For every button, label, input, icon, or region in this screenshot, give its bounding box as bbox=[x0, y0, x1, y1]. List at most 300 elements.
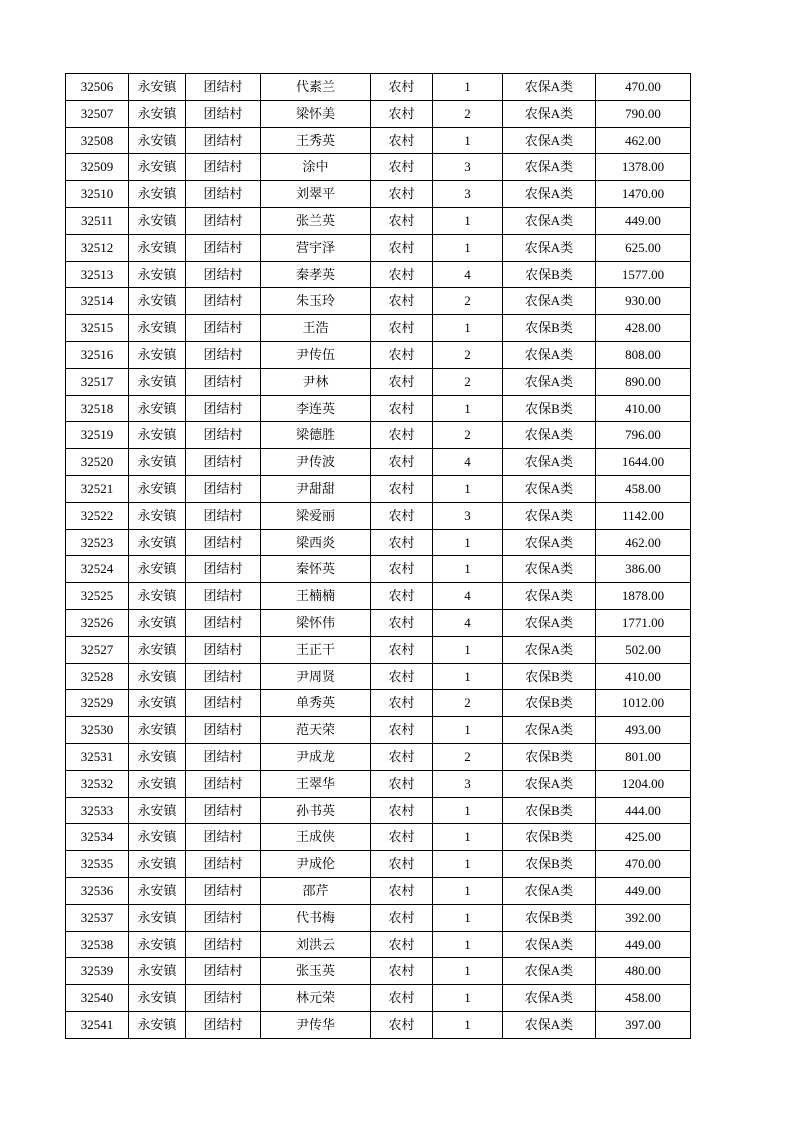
cell-person-count: 1 bbox=[433, 1011, 503, 1038]
table-row bbox=[66, 877, 691, 904]
cell-amount: 1878.00 bbox=[596, 583, 691, 610]
cell-town: 永安镇 bbox=[129, 717, 186, 744]
cell-residence-type: 农村 bbox=[371, 449, 433, 476]
table-row bbox=[66, 395, 691, 422]
cell-serial-number: 32534 bbox=[66, 824, 129, 851]
table-row bbox=[66, 931, 691, 958]
cell-village: 团结村 bbox=[186, 422, 261, 449]
cell-person-name: 王浩 bbox=[261, 315, 371, 342]
table-row bbox=[66, 475, 691, 502]
cell-person-name: 王成侠 bbox=[261, 824, 371, 851]
cell-town: 永安镇 bbox=[129, 315, 186, 342]
cell-amount: 410.00 bbox=[596, 663, 691, 690]
cell-serial-number: 32535 bbox=[66, 851, 129, 878]
cell-residence-type: 农村 bbox=[371, 261, 433, 288]
cell-amount: 930.00 bbox=[596, 288, 691, 315]
cell-serial-number: 32540 bbox=[66, 985, 129, 1012]
cell-serial-number: 32520 bbox=[66, 449, 129, 476]
cell-amount: 428.00 bbox=[596, 315, 691, 342]
cell-village: 团结村 bbox=[186, 717, 261, 744]
cell-residence-type: 农村 bbox=[371, 770, 433, 797]
cell-serial-number: 32506 bbox=[66, 74, 129, 101]
cell-serial-number: 32531 bbox=[66, 743, 129, 770]
table-row bbox=[66, 958, 691, 985]
cell-residence-type: 农村 bbox=[371, 877, 433, 904]
cell-person-count: 1 bbox=[433, 904, 503, 931]
cell-person-name: 王翠华 bbox=[261, 770, 371, 797]
cell-residence-type: 农村 bbox=[371, 502, 433, 529]
cell-town: 永安镇 bbox=[129, 74, 186, 101]
cell-person-count: 2 bbox=[433, 368, 503, 395]
cell-village: 团结村 bbox=[186, 904, 261, 931]
cell-insurance-category: 农保A类 bbox=[503, 234, 596, 261]
cell-serial-number: 32519 bbox=[66, 422, 129, 449]
cell-amount: 801.00 bbox=[596, 743, 691, 770]
cell-village: 团结村 bbox=[186, 556, 261, 583]
cell-insurance-category: 农保A类 bbox=[503, 74, 596, 101]
table-row bbox=[66, 797, 691, 824]
cell-amount: 458.00 bbox=[596, 475, 691, 502]
cell-insurance-category: 农保A类 bbox=[503, 475, 596, 502]
cell-village: 团结村 bbox=[186, 207, 261, 234]
cell-insurance-category: 农保A类 bbox=[503, 717, 596, 744]
cell-person-name: 营宇泽 bbox=[261, 234, 371, 261]
cell-insurance-category: 农保A类 bbox=[503, 127, 596, 154]
cell-town: 永安镇 bbox=[129, 770, 186, 797]
cell-village: 团结村 bbox=[186, 636, 261, 663]
cell-town: 永安镇 bbox=[129, 824, 186, 851]
cell-insurance-category: 农保B类 bbox=[503, 261, 596, 288]
cell-amount: 386.00 bbox=[596, 556, 691, 583]
cell-person-count: 3 bbox=[433, 181, 503, 208]
cell-person-name: 张兰英 bbox=[261, 207, 371, 234]
cell-village: 团结村 bbox=[186, 395, 261, 422]
cell-amount: 392.00 bbox=[596, 904, 691, 931]
cell-village: 团结村 bbox=[186, 181, 261, 208]
cell-serial-number: 32525 bbox=[66, 583, 129, 610]
cell-person-name: 秦孝英 bbox=[261, 261, 371, 288]
cell-insurance-category: 农保A类 bbox=[503, 449, 596, 476]
cell-insurance-category: 农保A类 bbox=[503, 556, 596, 583]
cell-town: 永安镇 bbox=[129, 261, 186, 288]
table-row bbox=[66, 904, 691, 931]
cell-person-count: 3 bbox=[433, 502, 503, 529]
cell-person-name: 代素兰 bbox=[261, 74, 371, 101]
cell-person-name: 尹成伦 bbox=[261, 851, 371, 878]
cell-person-count: 1 bbox=[433, 958, 503, 985]
cell-person-count: 1 bbox=[433, 529, 503, 556]
cell-amount: 480.00 bbox=[596, 958, 691, 985]
cell-town: 永安镇 bbox=[129, 475, 186, 502]
cell-serial-number: 32526 bbox=[66, 609, 129, 636]
cell-residence-type: 农村 bbox=[371, 1011, 433, 1038]
cell-insurance-category: 农保A类 bbox=[503, 341, 596, 368]
cell-residence-type: 农村 bbox=[371, 904, 433, 931]
cell-amount: 808.00 bbox=[596, 341, 691, 368]
cell-serial-number: 32538 bbox=[66, 931, 129, 958]
table-row bbox=[66, 127, 691, 154]
cell-village: 团结村 bbox=[186, 877, 261, 904]
cell-person-count: 2 bbox=[433, 690, 503, 717]
cell-insurance-category: 农保B类 bbox=[503, 743, 596, 770]
cell-amount: 462.00 bbox=[596, 127, 691, 154]
cell-insurance-category: 农保B类 bbox=[503, 904, 596, 931]
cell-person-count: 2 bbox=[433, 288, 503, 315]
cell-village: 团结村 bbox=[186, 770, 261, 797]
pension-table bbox=[65, 73, 691, 1039]
table-row bbox=[66, 824, 691, 851]
cell-person-name: 梁怀伟 bbox=[261, 609, 371, 636]
table-row bbox=[66, 207, 691, 234]
cell-residence-type: 农村 bbox=[371, 797, 433, 824]
cell-insurance-category: 农保A类 bbox=[503, 636, 596, 663]
cell-town: 永安镇 bbox=[129, 851, 186, 878]
cell-town: 永安镇 bbox=[129, 556, 186, 583]
cell-person-name: 尹传伍 bbox=[261, 341, 371, 368]
cell-town: 永安镇 bbox=[129, 690, 186, 717]
cell-insurance-category: 农保B类 bbox=[503, 663, 596, 690]
table-body bbox=[66, 74, 691, 1039]
table-row bbox=[66, 234, 691, 261]
cell-village: 团结村 bbox=[186, 288, 261, 315]
table-row bbox=[66, 502, 691, 529]
cell-amount: 425.00 bbox=[596, 824, 691, 851]
cell-insurance-category: 农保A类 bbox=[503, 985, 596, 1012]
cell-person-count: 4 bbox=[433, 609, 503, 636]
cell-person-name: 孙书英 bbox=[261, 797, 371, 824]
cell-town: 永安镇 bbox=[129, 502, 186, 529]
cell-town: 永安镇 bbox=[129, 797, 186, 824]
cell-village: 团结村 bbox=[186, 261, 261, 288]
cell-insurance-category: 农保A类 bbox=[503, 154, 596, 181]
cell-village: 团结村 bbox=[186, 824, 261, 851]
cell-village: 团结村 bbox=[186, 663, 261, 690]
cell-village: 团结村 bbox=[186, 100, 261, 127]
cell-amount: 1378.00 bbox=[596, 154, 691, 181]
cell-insurance-category: 农保A类 bbox=[503, 207, 596, 234]
cell-person-name: 王秀英 bbox=[261, 127, 371, 154]
cell-person-name: 范天荣 bbox=[261, 717, 371, 744]
cell-town: 永安镇 bbox=[129, 127, 186, 154]
cell-serial-number: 32518 bbox=[66, 395, 129, 422]
cell-insurance-category: 农保A类 bbox=[503, 368, 596, 395]
cell-residence-type: 农村 bbox=[371, 74, 433, 101]
cell-serial-number: 32524 bbox=[66, 556, 129, 583]
table-row bbox=[66, 743, 691, 770]
cell-residence-type: 农村 bbox=[371, 851, 433, 878]
table-row bbox=[66, 583, 691, 610]
cell-town: 永安镇 bbox=[129, 422, 186, 449]
cell-person-count: 4 bbox=[433, 583, 503, 610]
table-row bbox=[66, 851, 691, 878]
cell-insurance-category: 农保A类 bbox=[503, 877, 596, 904]
cell-person-count: 1 bbox=[433, 877, 503, 904]
cell-town: 永安镇 bbox=[129, 341, 186, 368]
cell-serial-number: 32527 bbox=[66, 636, 129, 663]
cell-amount: 502.00 bbox=[596, 636, 691, 663]
cell-residence-type: 农村 bbox=[371, 529, 433, 556]
cell-village: 团结村 bbox=[186, 127, 261, 154]
cell-person-name: 代书梅 bbox=[261, 904, 371, 931]
cell-person-count: 2 bbox=[433, 341, 503, 368]
cell-person-name: 尹成龙 bbox=[261, 743, 371, 770]
cell-person-name: 梁爱丽 bbox=[261, 502, 371, 529]
cell-person-count: 1 bbox=[433, 207, 503, 234]
cell-serial-number: 32541 bbox=[66, 1011, 129, 1038]
cell-insurance-category: 农保A类 bbox=[503, 1011, 596, 1038]
cell-person-count: 2 bbox=[433, 100, 503, 127]
cell-amount: 1142.00 bbox=[596, 502, 691, 529]
cell-amount: 444.00 bbox=[596, 797, 691, 824]
cell-residence-type: 农村 bbox=[371, 931, 433, 958]
cell-village: 团结村 bbox=[186, 475, 261, 502]
table-row bbox=[66, 556, 691, 583]
table-row bbox=[66, 663, 691, 690]
cell-town: 永安镇 bbox=[129, 529, 186, 556]
cell-village: 团结村 bbox=[186, 931, 261, 958]
cell-person-name: 张玉英 bbox=[261, 958, 371, 985]
cell-amount: 1204.00 bbox=[596, 770, 691, 797]
cell-person-count: 1 bbox=[433, 315, 503, 342]
cell-town: 永安镇 bbox=[129, 743, 186, 770]
table-row bbox=[66, 100, 691, 127]
cell-residence-type: 农村 bbox=[371, 609, 433, 636]
cell-town: 永安镇 bbox=[129, 904, 186, 931]
cell-person-count: 1 bbox=[433, 395, 503, 422]
cell-person-count: 1 bbox=[433, 475, 503, 502]
cell-residence-type: 农村 bbox=[371, 315, 433, 342]
cell-residence-type: 农村 bbox=[371, 368, 433, 395]
cell-person-count: 1 bbox=[433, 74, 503, 101]
cell-person-name: 李连英 bbox=[261, 395, 371, 422]
cell-insurance-category: 农保A类 bbox=[503, 502, 596, 529]
cell-serial-number: 32509 bbox=[66, 154, 129, 181]
cell-town: 永安镇 bbox=[129, 288, 186, 315]
cell-village: 团结村 bbox=[186, 1011, 261, 1038]
cell-person-name: 梁西炎 bbox=[261, 529, 371, 556]
cell-amount: 470.00 bbox=[596, 74, 691, 101]
cell-residence-type: 农村 bbox=[371, 181, 433, 208]
cell-residence-type: 农村 bbox=[371, 958, 433, 985]
cell-village: 团结村 bbox=[186, 368, 261, 395]
cell-insurance-category: 农保A类 bbox=[503, 609, 596, 636]
cell-residence-type: 农村 bbox=[371, 234, 433, 261]
table-row bbox=[66, 636, 691, 663]
cell-person-count: 1 bbox=[433, 985, 503, 1012]
cell-amount: 449.00 bbox=[596, 207, 691, 234]
cell-person-count: 3 bbox=[433, 770, 503, 797]
table-row bbox=[66, 529, 691, 556]
cell-village: 团结村 bbox=[186, 609, 261, 636]
table-row bbox=[66, 985, 691, 1012]
cell-person-count: 2 bbox=[433, 743, 503, 770]
cell-person-count: 1 bbox=[433, 824, 503, 851]
cell-amount: 462.00 bbox=[596, 529, 691, 556]
cell-insurance-category: 农保A类 bbox=[503, 529, 596, 556]
cell-town: 永安镇 bbox=[129, 609, 186, 636]
cell-town: 永安镇 bbox=[129, 368, 186, 395]
cell-town: 永安镇 bbox=[129, 958, 186, 985]
cell-person-name: 王正干 bbox=[261, 636, 371, 663]
cell-serial-number: 32510 bbox=[66, 181, 129, 208]
cell-person-count: 1 bbox=[433, 556, 503, 583]
cell-serial-number: 32511 bbox=[66, 207, 129, 234]
cell-town: 永安镇 bbox=[129, 234, 186, 261]
cell-town: 永安镇 bbox=[129, 1011, 186, 1038]
cell-person-name: 尹林 bbox=[261, 368, 371, 395]
cell-town: 永安镇 bbox=[129, 154, 186, 181]
cell-village: 团结村 bbox=[186, 502, 261, 529]
cell-amount: 790.00 bbox=[596, 100, 691, 127]
cell-residence-type: 农村 bbox=[371, 824, 433, 851]
cell-village: 团结村 bbox=[186, 958, 261, 985]
cell-serial-number: 32528 bbox=[66, 663, 129, 690]
cell-person-name: 刘洪云 bbox=[261, 931, 371, 958]
cell-person-name: 尹甜甜 bbox=[261, 475, 371, 502]
cell-person-count: 2 bbox=[433, 422, 503, 449]
cell-person-name: 秦怀英 bbox=[261, 556, 371, 583]
cell-amount: 1771.00 bbox=[596, 609, 691, 636]
cell-town: 永安镇 bbox=[129, 663, 186, 690]
cell-residence-type: 农村 bbox=[371, 690, 433, 717]
cell-person-count: 1 bbox=[433, 797, 503, 824]
table-row bbox=[66, 422, 691, 449]
cell-person-name: 邵芹 bbox=[261, 877, 371, 904]
cell-amount: 449.00 bbox=[596, 877, 691, 904]
cell-amount: 397.00 bbox=[596, 1011, 691, 1038]
cell-town: 永安镇 bbox=[129, 181, 186, 208]
table-row bbox=[66, 609, 691, 636]
cell-person-name: 尹传波 bbox=[261, 449, 371, 476]
cell-village: 团结村 bbox=[186, 985, 261, 1012]
cell-person-count: 1 bbox=[433, 663, 503, 690]
cell-insurance-category: 农保B类 bbox=[503, 797, 596, 824]
cell-serial-number: 32523 bbox=[66, 529, 129, 556]
cell-village: 团结村 bbox=[186, 154, 261, 181]
cell-village: 团结村 bbox=[186, 234, 261, 261]
cell-insurance-category: 农保A类 bbox=[503, 100, 596, 127]
table-row bbox=[66, 341, 691, 368]
cell-serial-number: 32532 bbox=[66, 770, 129, 797]
table-row bbox=[66, 315, 691, 342]
cell-person-name: 尹传华 bbox=[261, 1011, 371, 1038]
cell-town: 永安镇 bbox=[129, 583, 186, 610]
cell-person-count: 4 bbox=[433, 449, 503, 476]
cell-serial-number: 32536 bbox=[66, 877, 129, 904]
cell-residence-type: 农村 bbox=[371, 207, 433, 234]
cell-person-count: 1 bbox=[433, 717, 503, 744]
cell-residence-type: 农村 bbox=[371, 341, 433, 368]
cell-serial-number: 32515 bbox=[66, 315, 129, 342]
cell-residence-type: 农村 bbox=[371, 583, 433, 610]
cell-residence-type: 农村 bbox=[371, 154, 433, 181]
cell-serial-number: 32513 bbox=[66, 261, 129, 288]
cell-insurance-category: 农保A类 bbox=[503, 931, 596, 958]
cell-person-name: 朱玉玲 bbox=[261, 288, 371, 315]
cell-town: 永安镇 bbox=[129, 985, 186, 1012]
table-row bbox=[66, 261, 691, 288]
cell-residence-type: 农村 bbox=[371, 985, 433, 1012]
table-row bbox=[66, 288, 691, 315]
cell-residence-type: 农村 bbox=[371, 288, 433, 315]
cell-insurance-category: 农保A类 bbox=[503, 958, 596, 985]
cell-amount: 1012.00 bbox=[596, 690, 691, 717]
cell-amount: 410.00 bbox=[596, 395, 691, 422]
table-row bbox=[66, 154, 691, 181]
cell-insurance-category: 农保B类 bbox=[503, 851, 596, 878]
cell-village: 团结村 bbox=[186, 851, 261, 878]
cell-insurance-category: 农保B类 bbox=[503, 315, 596, 342]
table-row bbox=[66, 1011, 691, 1038]
cell-insurance-category: 农保B类 bbox=[503, 690, 596, 717]
cell-serial-number: 32521 bbox=[66, 475, 129, 502]
cell-serial-number: 32514 bbox=[66, 288, 129, 315]
table-row bbox=[66, 74, 691, 101]
cell-residence-type: 农村 bbox=[371, 475, 433, 502]
table-row bbox=[66, 717, 691, 744]
cell-serial-number: 32522 bbox=[66, 502, 129, 529]
cell-serial-number: 32516 bbox=[66, 341, 129, 368]
cell-amount: 1577.00 bbox=[596, 261, 691, 288]
cell-serial-number: 32537 bbox=[66, 904, 129, 931]
cell-town: 永安镇 bbox=[129, 449, 186, 476]
cell-residence-type: 农村 bbox=[371, 556, 433, 583]
cell-person-count: 3 bbox=[433, 154, 503, 181]
cell-insurance-category: 农保A类 bbox=[503, 181, 596, 208]
table-row bbox=[66, 368, 691, 395]
cell-amount: 458.00 bbox=[596, 985, 691, 1012]
cell-residence-type: 农村 bbox=[371, 127, 433, 154]
cell-insurance-category: 农保A类 bbox=[503, 770, 596, 797]
cell-residence-type: 农村 bbox=[371, 100, 433, 127]
cell-amount: 625.00 bbox=[596, 234, 691, 261]
table-row bbox=[66, 181, 691, 208]
cell-village: 团结村 bbox=[186, 583, 261, 610]
cell-serial-number: 32507 bbox=[66, 100, 129, 127]
cell-village: 团结村 bbox=[186, 797, 261, 824]
cell-village: 团结村 bbox=[186, 341, 261, 368]
cell-person-name: 刘翠平 bbox=[261, 181, 371, 208]
cell-serial-number: 32508 bbox=[66, 127, 129, 154]
cell-serial-number: 32533 bbox=[66, 797, 129, 824]
cell-serial-number: 32529 bbox=[66, 690, 129, 717]
cell-amount: 1644.00 bbox=[596, 449, 691, 476]
cell-residence-type: 农村 bbox=[371, 636, 433, 663]
table-row bbox=[66, 770, 691, 797]
cell-village: 团结村 bbox=[186, 529, 261, 556]
cell-person-count: 1 bbox=[433, 636, 503, 663]
cell-person-name: 梁德胜 bbox=[261, 422, 371, 449]
cell-residence-type: 农村 bbox=[371, 663, 433, 690]
cell-village: 团结村 bbox=[186, 690, 261, 717]
cell-village: 团结村 bbox=[186, 449, 261, 476]
cell-insurance-category: 农保A类 bbox=[503, 583, 596, 610]
cell-person-name: 涂中 bbox=[261, 154, 371, 181]
cell-person-name: 林元荣 bbox=[261, 985, 371, 1012]
cell-person-count: 1 bbox=[433, 234, 503, 261]
cell-town: 永安镇 bbox=[129, 395, 186, 422]
cell-residence-type: 农村 bbox=[371, 717, 433, 744]
cell-serial-number: 32512 bbox=[66, 234, 129, 261]
cell-village: 团结村 bbox=[186, 74, 261, 101]
cell-town: 永安镇 bbox=[129, 207, 186, 234]
cell-person-name: 尹周贤 bbox=[261, 663, 371, 690]
cell-town: 永安镇 bbox=[129, 636, 186, 663]
cell-amount: 890.00 bbox=[596, 368, 691, 395]
cell-town: 永安镇 bbox=[129, 931, 186, 958]
cell-serial-number: 32539 bbox=[66, 958, 129, 985]
cell-residence-type: 农村 bbox=[371, 395, 433, 422]
